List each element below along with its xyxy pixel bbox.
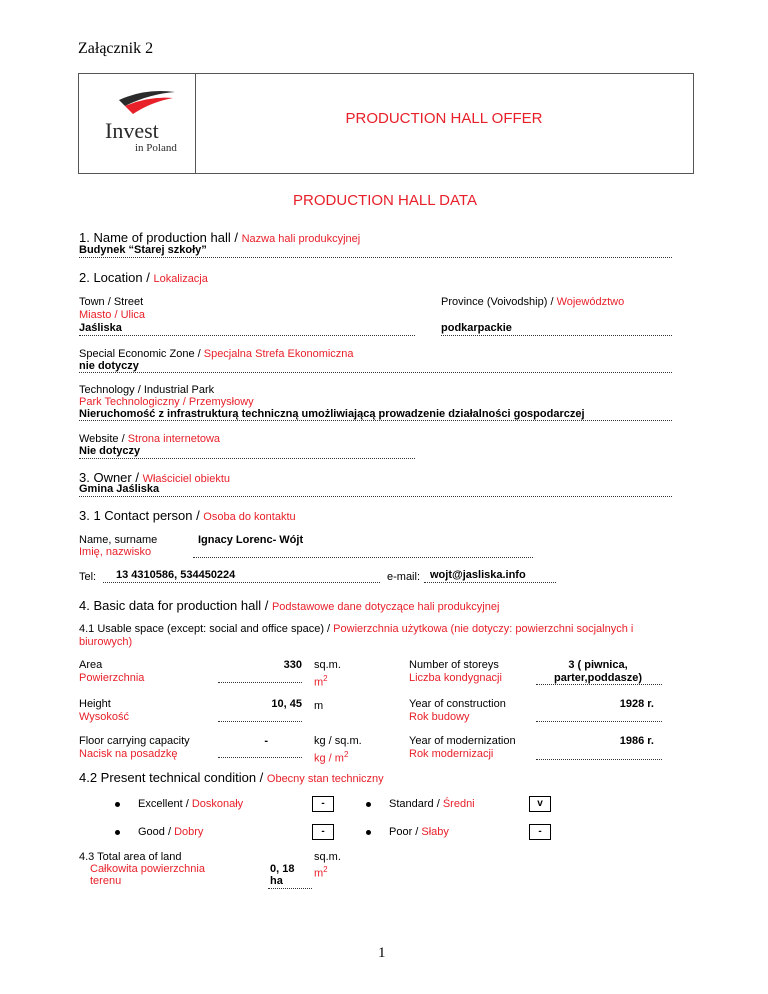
contact-name-value: Ignacy Lorenc- Wójt [198, 534, 304, 546]
year-label-en: Year of construction [409, 698, 506, 710]
section-4-title: 4. Basic data for production hall / Podstawowe dane dotyczące hali produkcyjnej [79, 598, 500, 613]
area-label-pl: Powierzchnia [79, 672, 145, 684]
divider [79, 257, 672, 258]
height-label-pl: Wysokość [79, 711, 130, 723]
modern-value: 1986 r. [619, 735, 654, 747]
floor-value: - [264, 735, 268, 747]
divider [79, 335, 415, 336]
modern-label-en: Year of modernization [409, 735, 516, 747]
condition-excellent-checkbox[interactable]: - [312, 796, 334, 812]
floor-label-en: Floor carrying capacity [79, 735, 190, 747]
sez-label: Special Economic Zone / Specjalna Strefa Ekonomiczna [79, 348, 354, 360]
divider [441, 335, 672, 336]
divider [103, 582, 380, 583]
divider [218, 757, 302, 758]
data-title: PRODUCTION HALL DATA [293, 192, 477, 209]
condition-standard-checkbox[interactable]: v [529, 796, 551, 812]
divider [79, 458, 415, 459]
total-land-unit-sqm: sq.m. [314, 851, 341, 863]
divider [218, 721, 302, 722]
offer-title: PRODUCTION HALL OFFER [345, 110, 543, 127]
divider [218, 682, 302, 683]
sez-value: nie dotyczy [79, 360, 139, 372]
height-value: 10, 45 [271, 698, 302, 710]
height-unit: m [314, 700, 324, 712]
total-land-label-pl-2: terenu [90, 875, 122, 887]
section-3-1-title: 3. 1 Contact person / Osoba do kontaktu [79, 508, 296, 523]
website-value: Nie dotyczy [79, 445, 141, 457]
logo-text-invest: Invest [105, 118, 159, 143]
storeys-label-pl: Liczba kondygnacji [409, 672, 502, 684]
bullet-icon [366, 830, 371, 835]
storeys-label-en: Number of storeys [409, 659, 499, 671]
divider [193, 557, 533, 558]
park-label-en: Technology / Industrial Park [79, 384, 215, 396]
divider [536, 759, 662, 760]
area-unit-sqm: sq.m. [314, 659, 341, 671]
section-3-title: 3. Owner / Właściciel obiektu [79, 470, 230, 485]
section-1-title: 1. Name of production hall / Nazwa hali produkcyjnej [79, 230, 361, 245]
condition-good-checkbox[interactable]: - [312, 824, 334, 840]
divider [536, 684, 662, 685]
email-value: wojt@jasliska.info [430, 569, 526, 581]
year-label-pl: Rok budowy [409, 711, 470, 723]
condition-excellent-label: Excellent / Doskonały [138, 798, 244, 810]
usable-space-title: 4.1 Usable space (except: social and office space) / Powierzchnia użytkowa (nie dotyczy: powierzchni socjalnych i biurowych) [79, 623, 634, 648]
condition-standard-label: Standard / Średni [389, 798, 475, 810]
page-number: 1 [378, 945, 386, 961]
contact-name-label-pl: Imię, nazwisko [79, 546, 152, 558]
total-land-unit-ha: ha [270, 875, 283, 887]
invest-in-poland-logo-icon [115, 88, 179, 118]
bullet-icon [115, 802, 120, 807]
divider [79, 372, 672, 373]
floor-unit-sqm: kg / sq.m. [314, 735, 362, 747]
section-4-2-title: 4.2 Present technical condition / Obecny stan techniczny [79, 770, 384, 785]
divider [424, 582, 556, 583]
modern-label-pl: Rok modernizacji [409, 748, 494, 760]
contact-name-label-en: Name, surname [79, 534, 158, 546]
email-label: e-mail: [387, 571, 421, 583]
hall-name-value: Budynek “Starej szkoły” [79, 244, 207, 256]
park-label-pl: Park Technologiczny / Przemysłowy [79, 396, 254, 408]
bullet-icon [115, 830, 120, 835]
province-value: podkarpackie [441, 322, 512, 334]
condition-poor-label: Poor / Słaby [389, 826, 449, 838]
province-label: Province (Voivodship) / Województwo [441, 296, 625, 308]
divider [536, 721, 662, 722]
logo-text-poland: in Poland [135, 142, 177, 154]
divider [79, 420, 672, 421]
total-land-label-pl-1: Całkowita powierzchnia [90, 863, 205, 875]
height-label-en: Height [79, 698, 111, 710]
floor-label-pl: Nacisk na posadzkę [79, 748, 178, 760]
year-value: 1928 r. [619, 698, 654, 710]
area-value: 330 [283, 659, 302, 671]
town-value: Jaśliska [79, 322, 122, 334]
section-2-title: 2. Location / Lokalizacja [79, 270, 208, 285]
owner-value: Gmina Jaśliska [79, 483, 160, 495]
town-label-pl: Miasto / Ulica [79, 309, 146, 321]
tel-label: Tel: [79, 571, 97, 583]
total-land-label-en: 4.3 Total area of land [79, 851, 182, 863]
annex-label: Załącznik 2 [78, 40, 154, 57]
bullet-icon [366, 802, 371, 807]
tel-value: 13 4310586, 534450224 [116, 569, 236, 581]
park-value: Nieruchomość z infrastrukturą techniczną umożliwiającą prowadzenie działalności gospodarczej [79, 408, 585, 420]
divider [268, 888, 312, 889]
logo [89, 74, 196, 173]
divider [79, 496, 672, 497]
storeys-value-1: 3 ( piwnica, [568, 659, 628, 671]
floor-unit-m2: kg / $m^2$ [314, 750, 349, 765]
total-land-value: 0, 18 [270, 863, 295, 875]
website-label: Website / Strona internetowa [79, 433, 221, 445]
town-label-en: Town / Street [79, 296, 144, 308]
condition-poor-checkbox[interactable]: - [529, 824, 551, 840]
area-unit-m2: $m^2$ [314, 674, 328, 689]
header-box [78, 73, 694, 174]
total-land-unit-m2: $m^2$ [314, 865, 328, 880]
storeys-value-2: parter,poddasze) [553, 672, 643, 684]
area-label-en: Area [79, 659, 103, 671]
condition-good-label: Good / Dobry [138, 826, 204, 838]
